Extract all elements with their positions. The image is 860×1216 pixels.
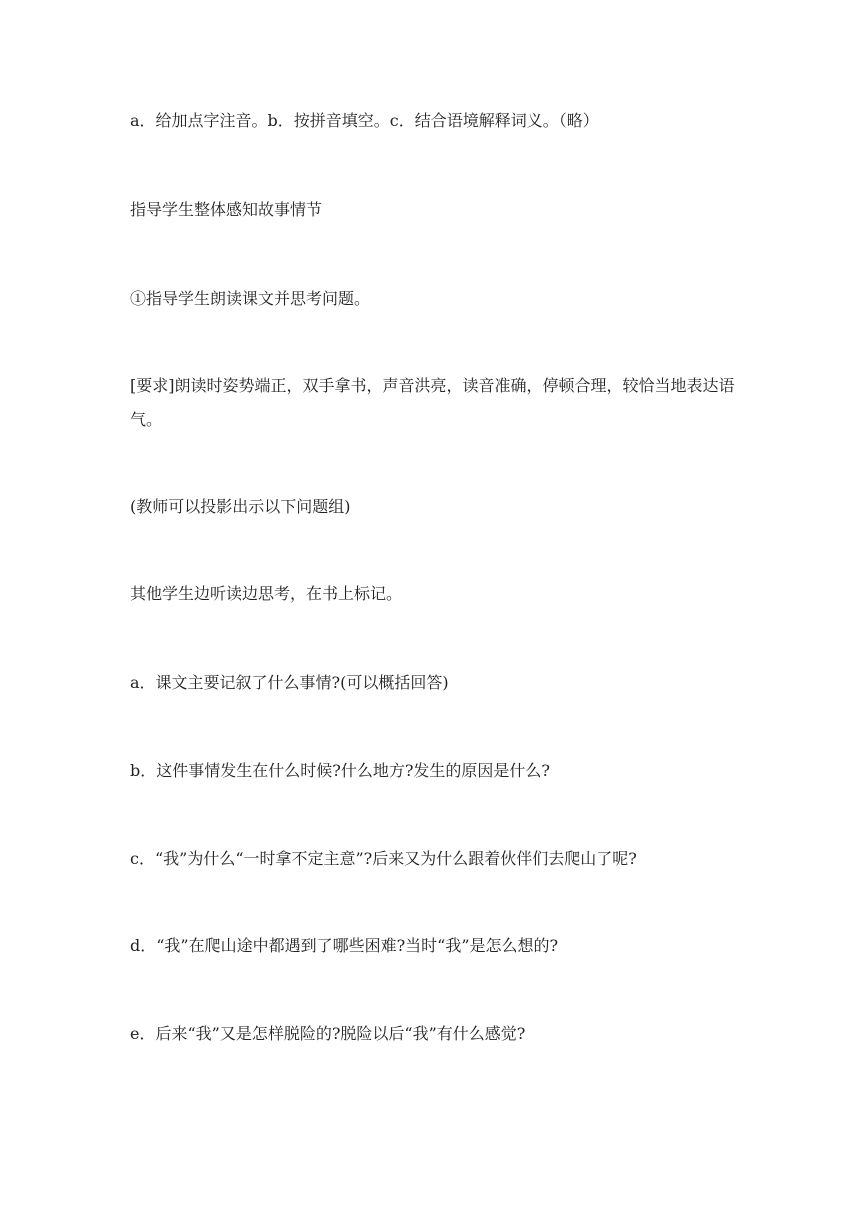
question-a: a．课文主要记叙了什么事情?(可以概括回答) [130,673,449,692]
teacher-note-line: (教师可以投影出示以下问题组) [130,497,351,516]
section-heading: 指导学生整体感知故事情节 [130,200,323,219]
question-e: e．后来“我”又是怎样脱险的?脱险以后“我”有什么感觉? [130,1024,526,1043]
reading-tasks-line: a．给加点字注音。b．按拼音填空。c．结合语境解释词义。（略） [130,111,599,130]
question-d: d．“我”在爬山途中都遇到了哪些困难?当时“我”是怎么想的? [130,936,559,955]
reading-requirements-paragraph: [要求]朗读时姿势端正，双手拿书，声音洪亮，读音准确，停顿合理，较恰当地表达语气。 [130,376,735,429]
question-b: b．这件事情发生在什么时候?什么地方?发生的原因是什么? [130,761,550,780]
question-c: c．“我”为什么“一时拿不定主意”?后来又为什么跟着伙伴们去爬山了呢? [130,849,637,868]
step-one-line: ①指导学生朗读课文并思考问题。 [130,289,371,308]
student-instruction-line: 其他学生边听读边思考，在书上标记。 [130,584,403,603]
